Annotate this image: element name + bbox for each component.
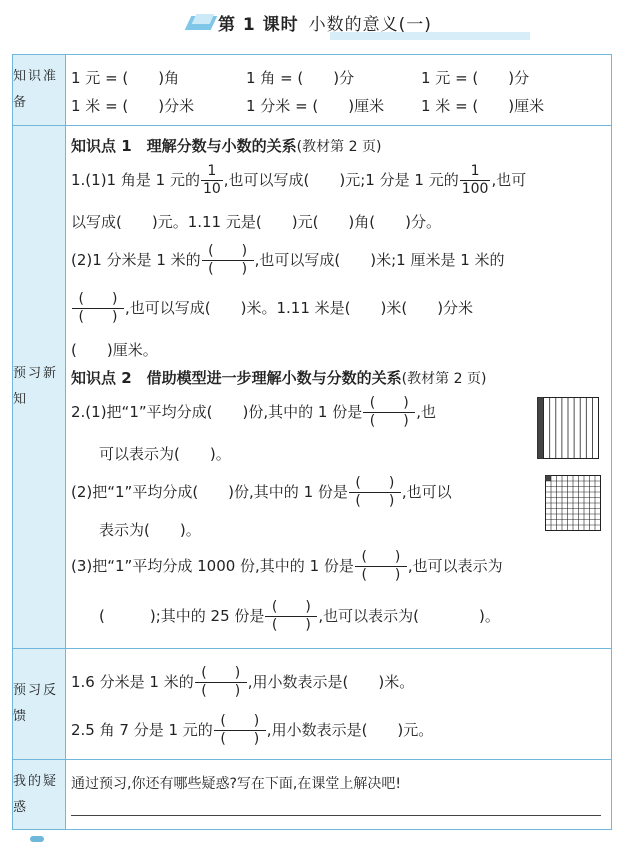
- knowledge-point-2-title: 知识点 2 借助模型进一步理解小数与分数的关系(教材第 2 页): [71, 369, 487, 387]
- question-1-2: (2)1 分米是 1 米的 $\frac{( )}{( )}$ ,也可以写成( )米;1 厘米是 1 米的: [71, 243, 505, 277]
- knowledge-point-1-title: 知识点 1 理解分数与小数的关系(教材第 2 页): [71, 137, 382, 155]
- question-2-3: (3)把“1”平均分成 1000 份,其中的 1 份是 $\frac{( )}{( )}$ ,也可以表示为: [71, 549, 503, 583]
- question-2-3-line-2: ( );其中的 25 份是 $\frac{( )}{( )}$ ,也可以表示为( )。: [99, 599, 500, 633]
- question-2-2-line-2: 表示为( )。: [99, 521, 201, 539]
- blank-fraction[interactable]: $\frac{( )}{( )}$: [195, 665, 247, 700]
- question-1-2-line-3: ( )厘米。: [71, 341, 158, 359]
- feedback-question-1: 1.6 分米是 1 米的 $\frac{( )}{( )}$ ,用小数表示是( )米。: [71, 665, 415, 699]
- section-label-prep: 知识准备: [13, 55, 66, 125]
- question-1-1-line-2: 以写成( )元。1.11 元是( )元( )角( )分。: [71, 213, 441, 231]
- question-1-2-line-2: $\frac{( )}{( )}$ ,也可以写成( )米。1.11 米是( )米( )分米: [71, 291, 473, 326]
- tenths-strip-model: [537, 397, 599, 459]
- section-label-feedback: 预习反馈: [13, 649, 66, 759]
- divider: [13, 648, 611, 649]
- lesson-header: [0, 0, 624, 46]
- blank-fraction[interactable]: $\frac{( )}{( )}$: [363, 395, 415, 430]
- worksheet-table: [12, 54, 612, 830]
- blank-fraction[interactable]: $\frac{( )}{( )}$: [214, 713, 266, 748]
- divider: [13, 759, 611, 760]
- blank-fraction[interactable]: $\frac{( )}{( )}$: [265, 599, 317, 634]
- question-2-1: 2.(1)把“1”平均分成( )份,其中的 1 份是 $\frac{( )}{( )}$ ,也: [71, 395, 436, 429]
- feedback-question-2: 2.5 角 7 分是 1 元的 $\frac{( )}{( )}$ ,用小数表示是( )元。: [71, 713, 434, 747]
- divider: [13, 125, 611, 126]
- prep-row-1: 1 元 = ( )角 1 角 = ( )分 1 元 = ( )分: [71, 69, 530, 87]
- question-1-1: 1.(1)1 角是 1 元的 $\frac{1}{10}$ ,也可以写成( )元;1 分是 1 元的 $\frac{1}{100}$ ,也可: [71, 163, 527, 197]
- blank-fraction[interactable]: $\frac{( )}{( )}$: [202, 243, 254, 278]
- answer-line[interactable]: [71, 815, 601, 816]
- fraction: $\frac{1}{100}$: [461, 163, 489, 197]
- blank-fraction[interactable]: $\frac{( )}{( )}$: [355, 549, 407, 584]
- lesson-title: 第 1 课时 小数的意义(一): [218, 15, 432, 35]
- page-marker: [30, 836, 44, 842]
- question-2-2: (2)把“1”平均分成( )份,其中的 1 份是 $\frac{( )}{( )}$ ,也可以: [71, 475, 452, 509]
- prep-row-2: 1 米 = ( )分米 1 分米 = ( )厘米 1 米 = ( )厘米: [71, 97, 545, 115]
- blank-fraction[interactable]: $\frac{( )}{( )}$: [72, 291, 124, 326]
- doubt-prompt: 通过预习,你还有哪些疑惑?写在下面,在课堂上解决吧!: [71, 776, 401, 792]
- blank-fraction[interactable]: $\frac{( )}{( )}$: [349, 475, 401, 510]
- book-logo-icon: [188, 12, 218, 32]
- section-label-doubt: 我的疑惑: [13, 760, 66, 829]
- hundredths-grid-model: [545, 475, 601, 531]
- section-label-preview: 预习新知: [13, 126, 66, 648]
- question-2-1-line-2: 可以表示为( )。: [99, 445, 231, 463]
- fraction: $\frac{1}{10}$: [202, 163, 221, 197]
